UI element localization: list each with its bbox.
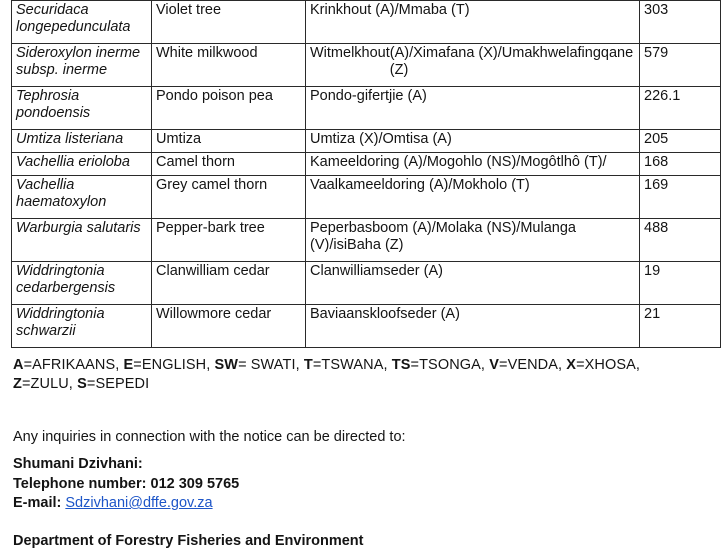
common-name: Camel thorn [152,153,306,176]
table-row [12,305,721,348]
local-names: Vaalkameeldoring (A)/Mokholo (T) [306,176,640,219]
local-names: Krinkhout (A)/Mmaba (T) [306,1,640,44]
local-names: Peperbasboom (A)/Molaka (NS)/Mulanga (V)/isiBaha (Z) [306,219,640,262]
species-number: 579 [640,44,721,87]
phone-number: 012 309 5765 [150,475,240,492]
species-number: 488 [640,219,721,262]
local-names-part: Witmelkhout [310,45,390,61]
species-number: 169 [640,176,721,219]
legend-entry: TS=TSONGA, [391,357,486,373]
table-row [12,87,721,130]
scientific-name: Widdringtonia cedarbergensis [12,262,152,305]
legend-entry: S=SEPEDI [77,376,150,392]
species-number: 226.1 [640,87,721,130]
local-names: Kameeldoring (A)/Mogohlo (NS)/Mogôtlhô (T)/ [306,153,640,176]
common-name: Violet tree [152,1,306,44]
scientific-name: Tephrosia pondoensis [12,87,152,130]
legend-entry: E=ENGLISH, [123,357,211,373]
common-name: Pepper-bark tree [152,219,306,262]
scientific-name: Umtiza listeriana [12,130,152,153]
species-number: 303 [640,1,721,44]
common-name: Clanwilliam cedar [152,262,306,305]
scientific-name: Securidaca longepedunculata [12,1,152,44]
species-number: 19 [640,262,721,305]
legend-entry: Z=ZULU, [13,376,73,392]
species-table [11,0,721,348]
local-names: Pondo-gifertjie (A) [306,87,640,130]
species-number: 205 [640,130,721,153]
species-number: 21 [640,305,721,348]
table-row [12,262,721,305]
phone-label: Telephone number: [13,475,147,492]
table-row [12,1,721,44]
common-name: Willowmore cedar [152,305,306,348]
common-name: Umtiza [152,130,306,153]
email-link[interactable]: Sdzivhani@dffe.gov.za [65,495,213,511]
contact-block [13,455,239,514]
local-names-part: (A)/Ximafana (X)/Umakhwelafingqane (Z) [389,45,634,78]
inquiries-text: Any inquiries in connection with the notice can be directed to: [13,429,406,445]
scientific-name: Warburgia salutaris [12,219,152,262]
legend-entry: X=XHOSA, [566,357,641,373]
table-row [12,44,721,87]
contact-phone [13,475,239,495]
common-name: Pondo poison pea [152,87,306,130]
local-names: Umtiza (X)/Omtisa (A) [306,130,640,153]
common-name: White milkwood [152,44,306,87]
contact-name: Shumani Dzivhani: [13,456,143,472]
department-name: Department of Forestry Fisheries and Environment [13,533,364,549]
species-number: 168 [640,153,721,176]
legend-entry: V=VENDA, [489,357,563,373]
contact-email [13,494,239,514]
scientific-name: Vachellia erioloba [12,153,152,176]
legend-entry: A=AFRIKAANS, [13,357,120,373]
table-row [12,219,721,262]
email-label: E-mail: [13,495,62,511]
language-legend [13,356,713,394]
legend-entry: SW= SWATI, [214,357,300,373]
scientific-name: Widdringtonia schwarzii [12,305,152,348]
local-names-line [310,45,634,78]
local-names: Baviaanskloofseder (A) [306,305,640,348]
local-names [306,44,640,87]
table-row [12,130,721,153]
table-row [12,153,721,176]
local-names: Clanwilliamseder (A) [306,262,640,305]
table-row [12,176,721,219]
scientific-name: Sideroxylon inerme subsp. inerme [12,44,152,87]
legend-entry: T=TSWANA, [303,357,388,373]
scientific-name: Vachellia haematoxylon [12,176,152,219]
common-name: Grey camel thorn [152,176,306,219]
